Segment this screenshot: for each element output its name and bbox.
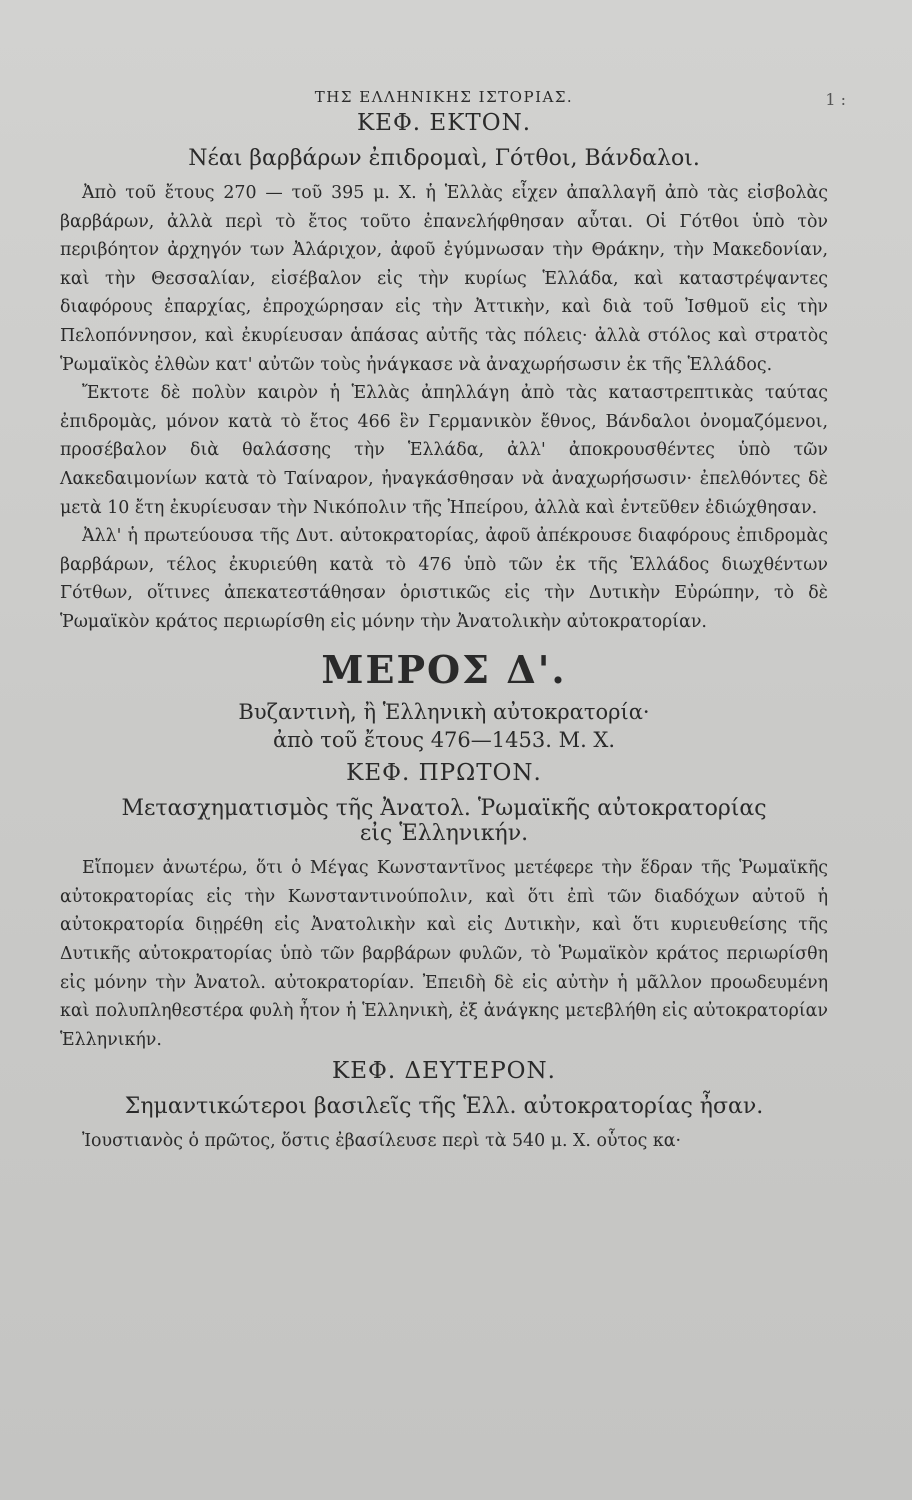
chapter-6-paragraph-3: Ἀλλ' ἡ πρωτεύουσα τῆς Δυτ. αὐτοκρατορίας, ἀφοῦ ἀπέκρουσε διαφόρους ἐπιδρομὰς βαρβάρων, τέλος ἐκυριεύθη κατὰ τὸ 476 ὑπὸ τῶν ἐκ τῆς Ἑλλάδος διωχθέντων Γότθων, οἵτινες ἀπεκατεστάθησαν ὁριστικῶς εἰς τὴν Δυτικὴν Εὐρώπην, τὸ δὲ Ῥωμαϊκὸν κράτος περιωρίσθη εἰς μόνην τὴν Ἀνατολικὴν αὐτοκρατορίαν. [60,526,828,632]
chapter-1-subtitle-line-2: εἰς Ἑλληνικήν. [359,821,529,847]
part-4-subtitle [60,698,828,755]
chapter-1-subtitle [60,796,828,846]
page-number: 1 : [825,90,846,109]
chapter-6-paragraph-2: Ἔκτοτε δὲ πολὺν καιρὸν ἡ Ἑλλὰς ἀπηλλάγη ἀπὸ τὰς καταστρεπτικὰς ταύτας ἐπιδρομὰς, μόνον κατὰ τὸ ἔτος 466 ἓν Γερμανικὸν ἔθνος, Βάνδαλοι ὀνομαζόμενοι, προσέβαλον διὰ θαλάσσης τὴν Ἑλλάδα, ἀλλ' ἀποκρουσθέντες ὑπὸ τῶν Λακεδαιμονίων κατὰ τὸ Ταίναρον, ἠναγκάσθησαν νὰ ἀναχωρήσωσιν· ἐπελθόντες δὲ μετὰ 10 ἔτη ἐκυρίευσαν τὴν Νικόπολιν τῆς Ἠπείρου, ἀλλὰ καὶ ἐντεῦθεν ἐδιώχθησαν. [60,383,828,518]
chapter-2-paragraph: Ἰουστιανὸς ὁ πρῶτος, ὅστις ἐβασίλευσε περὶ τὰ 540 μ. Χ. οὗτος κα· [82,1131,682,1152]
chapter-1-paragraph: Εἴπομεν ἀνωτέρω, ὅτι ὁ Μέγας Κωνσταντῖνος μετέφερε τὴν ἕδραν τῆς Ῥωμαϊκῆς αὐτοκρατορίας εἰς τὴν Κωνσταντινούπολιν, καὶ ὅτι ἐπὶ τῶν διαδόχων αὐτοῦ ἡ αὐτοκρατορία διῃρέθη εἰς Ἀνατολικὴν καὶ εἰς Δυτικὴν, καὶ ὅτι κυριευθείσης τῆς Δυτικῆς αὐτοκρατορίας ὑπὸ τῶν βαρβάρων φυλῶν, τὸ Ῥωμαϊκὸν κράτος περιωρίσθη εἰς μόνην τὴν Ἀνατολ. αὐτοκρατορίαν. Ἐπειδὴ δὲ εἰς αὐτὴν ἡ μᾶλλον προωδευμένη καὶ πολυπληθεστέρα φυλὴ ἦτον ἡ Ἑλληνικὴ, ἐξ ἀνάγκης μετεβλήθη εἰς αὐτοκρατορίαν Ἑλληνικήν. [60,858,828,1050]
chapter-1-title: ΚΕΦ. ΠΡΩΤΟΝ. [346,760,542,787]
part-4-title: ΜΕΡΟΣ Δ'. [321,646,567,692]
chapter-6-paragraph-1: Ἀπὸ τοῦ ἔτους 270 — τοῦ 395 μ. Χ. ἡ Ἑλλὰς εἶχεν ἀπαλλαγῆ ἀπὸ τὰς εἰσβολὰς βαρβάρων, ἀλλὰ περὶ τὸ ἔτος τοῦτο ἐπανελήφθησαν αὗται. Οἱ Γότθοι ὑπὸ τὸν περιβόητον ἀρχηγόν των Ἀλάριχον, ἀφοῦ ἐγύμνωσαν τὴν Θράκην, τὴν Μακεδονίαν, καὶ τὴν Θεσσαλίαν, εἰσέβαλον εἰς τὴν κυρίως Ἑλλάδα, καὶ καταστρέψαντες διαφόρους ἐπαρχίας, ἐπροχώρησαν εἰς τὴν Ἀττικὴν, καὶ διὰ τοῦ Ἰσθμοῦ εἰς τὴν Πελοπόννησον, καὶ ἐκυρίευσαν ἁπάσας αὐτῆς τὰς πόλεις· ἀλλὰ στόλος καὶ στρατὸς Ῥωμαϊκὸς ἐλθὼν κατ' αὐτῶν τοὺς ἠνάγκασε νὰ ἀναχωρήσωσιν ἐκ τῆς Ἑλλάδος. [60,183,828,375]
part-4-subtitle-line-1: Βυζαντινὴ, ἢ Ἑλληνικὴ αὐτοκρατορία· [238,699,650,724]
chapter-2-subtitle: Σημαντικώτεροι βασιλεῖς τῆς Ἑλλ. αὐτοκρατορίας ἦσαν. [124,1094,764,1120]
part-4-subtitle-line-2: ἀπὸ τοῦ ἔτους 476—1453. Μ. Χ. [272,727,616,752]
running-head: ΤΗΣ ΕΛΛΗΝΙΚΗΣ ΙΣΤΟΡΙΑΣ. [314,88,574,106]
chapter-2-title: ΚΕΦ. ΔΕΥΤΕΡΟΝ. [332,1058,556,1085]
text-block [60,88,828,1156]
chapter-6-subtitle: Νέαι βαρβάρων ἐπιδρομαὶ, Γότθοι, Βάνδαλοι. [188,146,700,171]
chapter-1-subtitle-line-1: Μετασχηματισμὸς τῆς Ἀνατολ. Ῥωμαϊκῆς αὐτοκρατορίας [121,796,767,822]
chapter-6-title: ΚΕΦ. ΕΚΤΟΝ. [356,110,532,136]
